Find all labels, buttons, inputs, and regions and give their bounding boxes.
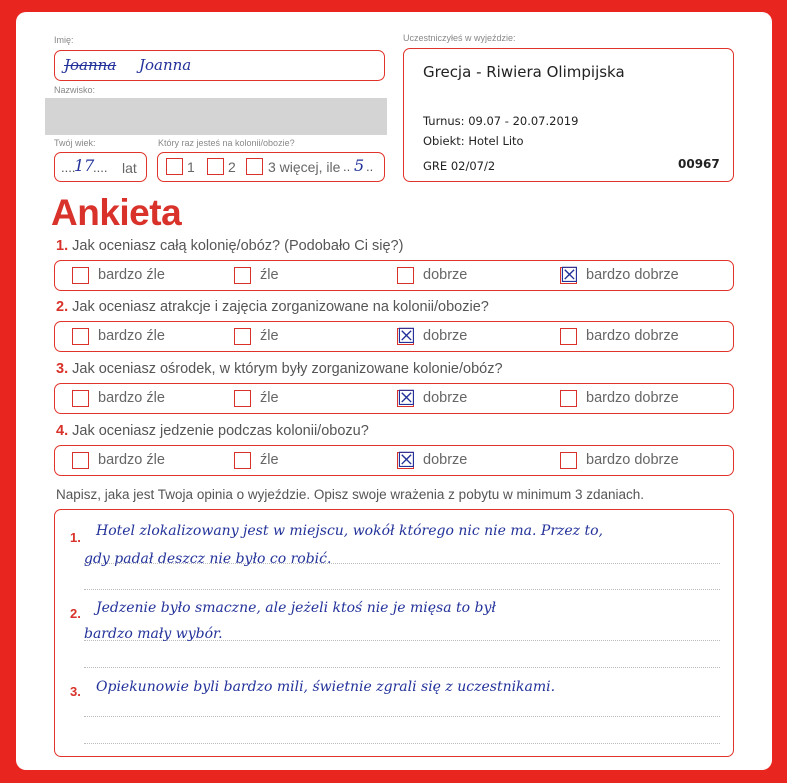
opinion-line-2b: bardzo mały wybór. bbox=[84, 626, 223, 642]
question-text: Jak oceniasz całą kolonię/obóz? (Podobało Ci się?) bbox=[72, 238, 404, 254]
rating-checkbox-1-2[interactable] bbox=[234, 267, 251, 284]
rating-checkbox-4-4[interactable] bbox=[560, 452, 577, 469]
rating-checkbox-4-2[interactable] bbox=[234, 452, 251, 469]
trip-destination: Grecja - Riwiera Olimpijska bbox=[423, 63, 625, 81]
times-label: Który raz jesteś na kolonii/obozie? bbox=[158, 138, 295, 148]
rating-option-label: dobrze bbox=[423, 328, 468, 344]
age-dots-left: .... bbox=[61, 160, 76, 175]
opinion-line-1b: gdy padał deszcz nie było co robić. bbox=[84, 551, 332, 567]
opinion-line-1a: Hotel zlokalizowany jest w miejscu, wokół którego nic nie ma. Przez to, bbox=[96, 523, 604, 539]
times-option-2: 2 bbox=[228, 159, 236, 175]
question-1 bbox=[56, 238, 403, 254]
rating-checkbox-2-3[interactable] bbox=[397, 324, 416, 348]
rating-option-label: bardzo źle bbox=[98, 267, 165, 283]
question-3 bbox=[56, 361, 503, 377]
rating-option-label: źle bbox=[260, 267, 279, 283]
trip-turnus: Turnus: 09.07 - 20.07.2019 bbox=[423, 114, 579, 128]
rating-option-label: źle bbox=[260, 452, 279, 468]
name-label: Imię: bbox=[54, 35, 74, 45]
rating-checkbox-1-3[interactable] bbox=[397, 267, 414, 284]
times-checkbox-2[interactable] bbox=[207, 158, 224, 175]
opinion-prompt: Napisz, jaka jest Twoja opinia o wyjeździe. Opisz swoje wrażenia z pobytu w minimum 3 zdaniach. bbox=[56, 487, 645, 502]
times-field bbox=[157, 152, 385, 182]
ruled-line bbox=[84, 743, 720, 744]
rating-option-label: źle bbox=[260, 390, 279, 406]
question-2 bbox=[56, 299, 489, 315]
rating-checkbox-2-2[interactable] bbox=[234, 328, 251, 345]
ruled-line bbox=[84, 716, 720, 717]
page-title: Ankieta bbox=[51, 192, 182, 233]
question-4 bbox=[56, 423, 369, 439]
rating-checkbox-3-2[interactable] bbox=[234, 390, 251, 407]
rating-checkbox-4-1[interactable] bbox=[72, 452, 89, 469]
name-value: Joanna bbox=[139, 56, 192, 74]
times-option-3: 3 więcej, ile bbox=[268, 159, 341, 175]
trip-box bbox=[403, 48, 734, 182]
rating-option-label: dobrze bbox=[423, 390, 468, 406]
rating-checkbox-1-1[interactable] bbox=[72, 267, 89, 284]
opinion-line-3a: Opiekunowie byli bardzo mili, świetnie zgrali się z uczestnikami. bbox=[96, 679, 556, 695]
surname-redacted bbox=[45, 98, 387, 135]
ruled-line bbox=[84, 667, 720, 668]
ruled-line bbox=[84, 589, 720, 590]
rating-option-label: źle bbox=[260, 328, 279, 344]
rating-option-label: dobrze bbox=[423, 267, 468, 283]
question-number: 1. bbox=[56, 238, 69, 254]
age-field[interactable] bbox=[54, 152, 147, 182]
trip-number: 00967 bbox=[678, 157, 720, 171]
times-dots-right: .. bbox=[366, 159, 374, 174]
rating-checkbox-2-1[interactable] bbox=[72, 328, 89, 345]
trip-label: Uczestniczyłeś w wyjeździe: bbox=[403, 33, 516, 43]
rating-checkbox-1-4[interactable] bbox=[560, 263, 579, 287]
times-checkbox-3[interactable] bbox=[246, 158, 263, 175]
rating-checkbox-4-3[interactable] bbox=[397, 448, 416, 472]
rating-option-label: bardzo dobrze bbox=[586, 328, 679, 344]
rating-checkbox-3-4[interactable] bbox=[560, 390, 577, 407]
surname-label: Nazwisko: bbox=[54, 85, 96, 95]
rating-option-label: bardzo dobrze bbox=[586, 390, 679, 406]
rating-option-label: bardzo źle bbox=[98, 390, 165, 406]
rating-checkbox-2-4[interactable] bbox=[560, 328, 577, 345]
times-dots: .. bbox=[343, 159, 351, 174]
opinion-number-2: 2. bbox=[70, 606, 81, 621]
age-unit: lat bbox=[122, 160, 137, 176]
times-value: 5 bbox=[354, 156, 365, 175]
checkmark-x-icon: ☒ bbox=[560, 263, 579, 287]
rating-checkbox-3-1[interactable] bbox=[72, 390, 89, 407]
age-value: 17 bbox=[74, 156, 95, 175]
question-text: Jak oceniasz ośrodek, w którym były zorganizowane kolonie/obóz? bbox=[72, 361, 503, 377]
question-number: 4. bbox=[56, 423, 69, 439]
question-number: 2. bbox=[56, 299, 69, 315]
checkmark-x-icon: ☒ bbox=[397, 324, 416, 348]
checkmark-x-icon: ☒ bbox=[397, 448, 416, 472]
age-dots-right: .... bbox=[93, 160, 108, 175]
rating-option-label: bardzo dobrze bbox=[586, 267, 679, 283]
name-field[interactable] bbox=[54, 50, 385, 81]
rating-option-label: bardzo dobrze bbox=[586, 452, 679, 468]
question-text: Jak oceniasz jedzenie podczas kolonii/obozu? bbox=[72, 423, 369, 439]
question-text: Jak oceniasz atrakcje i zajęcia zorganizowane na kolonii/obozie? bbox=[72, 299, 489, 315]
opinion-line-2a: Jedzenie było smaczne, ale jeżeli ktoś nie je mięsa to był bbox=[96, 600, 496, 616]
opinion-number-3: 3. bbox=[70, 684, 81, 699]
rating-checkbox-3-3[interactable] bbox=[397, 386, 416, 410]
rating-option-label: bardzo źle bbox=[98, 328, 165, 344]
trip-code: GRE 02/07/2 bbox=[423, 159, 496, 173]
checkmark-x-icon: ☒ bbox=[397, 386, 416, 410]
times-checkbox-1[interactable] bbox=[166, 158, 183, 175]
question-number: 3. bbox=[56, 361, 69, 377]
rating-option-label: dobrze bbox=[423, 452, 468, 468]
trip-obiekt: Obiekt: Hotel Lito bbox=[423, 134, 524, 148]
name-strikethrough: Joanna bbox=[64, 56, 117, 74]
rating-option-label: bardzo źle bbox=[98, 452, 165, 468]
age-label: Twój wiek: bbox=[54, 138, 96, 148]
opinion-number-1: 1. bbox=[70, 530, 81, 545]
times-option-1: 1 bbox=[187, 159, 195, 175]
